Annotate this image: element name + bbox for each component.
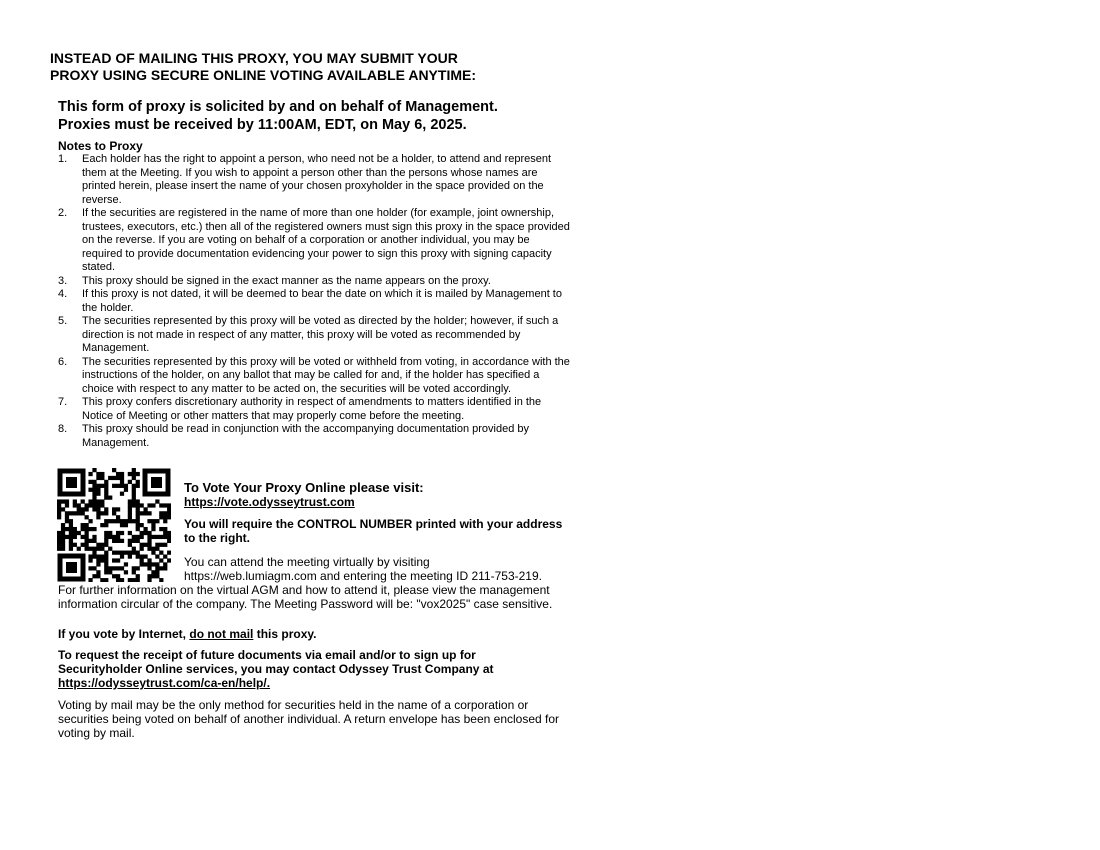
- note-item: [58, 207, 573, 275]
- note-item: [58, 153, 573, 207]
- note-text: This proxy confers discretionary authority in respect of amendments to matters identified in the Notice of Meeting or other matters that may properly come before the meeting.: [82, 396, 542, 422]
- header-line-2: PROXY USING SECURE ONLINE VOTING AVAILABLE ANYTIME:: [50, 67, 476, 83]
- note-text: If this proxy is not dated, it will be deemed to bear the date on which it is mailed by Management to the holder.: [82, 288, 562, 314]
- notes-list: [58, 153, 573, 450]
- virtual-attend-line-2: https://web.lumiagm.com and entering the meeting ID 211-753-219.: [184, 569, 542, 583]
- note-text: Each holder has the right to appoint a person, who need not be a holder, to attend and represent them at the Meeting. If you wish to appoint a person other than the persons whose names are printed herein, please insert the name of your chosen proxyholder in the space provided on the reverse.: [82, 153, 552, 206]
- note-item: [58, 396, 573, 423]
- online-vote-section: [184, 480, 574, 583]
- virtual-attend-line-1: You can attend the meeting virtually by visiting: [184, 555, 430, 569]
- note-item: [58, 315, 573, 356]
- note-number: 5.: [58, 315, 68, 327]
- note-text: This proxy should be signed in the exact manner as the name appears on the proxy.: [82, 274, 491, 287]
- header: [50, 50, 476, 84]
- solicitation-line-2: Proxies must be received by 11:00AM, EDT, on May 6, 2025.: [58, 117, 467, 133]
- do-not-mail-text: do not mail: [189, 627, 254, 641]
- online-vote-heading: To Vote Your Proxy Online please visit:: [184, 480, 424, 495]
- note-item: [58, 288, 573, 315]
- note-number: 6.: [58, 355, 68, 368]
- note-item: [58, 423, 573, 450]
- solicitation-line-1: This form of proxy is solicited by and on behalf of Management.: [58, 99, 498, 115]
- request-documents: [58, 648, 558, 690]
- note-text: The securities represented by this proxy will be voted as directed by the holder; however, if such a direction is not made in respect of any matter, this proxy will be voted as recommended by Management.: [82, 315, 559, 354]
- solicitation: [58, 98, 498, 134]
- control-number-notice: You will require the CONTROL NUMBER printed with your address to the right.: [184, 517, 563, 545]
- note-text: The securities represented by this proxy will be voted or withheld from voting, in accordance with the instructions of the holder, on any ballot that may be called for and, if the holder has specified a choice with respect to any matter to be acted on, the securities will be voted accordingly.: [82, 355, 570, 395]
- internet-notice: [58, 627, 316, 641]
- note-number: 4.: [58, 288, 68, 300]
- note-number: 3.: [58, 274, 68, 287]
- help-url-link[interactable]: https://odysseytrust.com/ca-en/help/.: [58, 676, 271, 690]
- header-line-1: INSTEAD OF MAILING THIS PROXY, YOU MAY SUBMIT YOUR: [50, 50, 458, 66]
- request-text: To request the receipt of future documents via email and/or to sign up for Securityholder Online services, you may contact Odyssey Trust Company at: [58, 648, 494, 676]
- internet-notice-prefix: If you vote by Internet,: [58, 627, 190, 641]
- note-item: [58, 356, 573, 397]
- notes-title: Notes to Proxy: [58, 139, 143, 153]
- note-number: 8.: [58, 423, 68, 435]
- internet-notice-suffix: this proxy.: [253, 627, 317, 641]
- note-number: 2.: [58, 207, 68, 219]
- vote-url-link[interactable]: https://vote.odysseytrust.com: [184, 495, 355, 509]
- qr-code-icon[interactable]: [57, 468, 171, 582]
- note-number: 1.: [58, 153, 68, 165]
- note-item: [58, 275, 573, 289]
- further-info: For further information on the virtual AGM and how to attend it, please view the management information circular of the company. The Meeting Password will be: "vox2025" case sensitive.: [58, 583, 553, 611]
- mail-voting-notice: Voting by mail may be the only method for securities held in the name of a corporation or securities being voted on behalf of another individual. A return envelope has been enclosed for voting by mail.: [58, 698, 560, 740]
- note-text: This proxy should be read in conjunction with the accompanying documentation provided by Management.: [82, 423, 529, 449]
- note-number: 7.: [58, 396, 68, 408]
- note-text: If the securities are registered in the name of more than one holder (for example, joint ownership, trustees, executors, etc.) then all of the registered owners must sign this proxy in the space provided on the reverse. If you are voting on behalf of a corporation or another individual, you may be required to provide documentation evidencing your power to sign this proxy with signing capacity stated.: [82, 207, 570, 273]
